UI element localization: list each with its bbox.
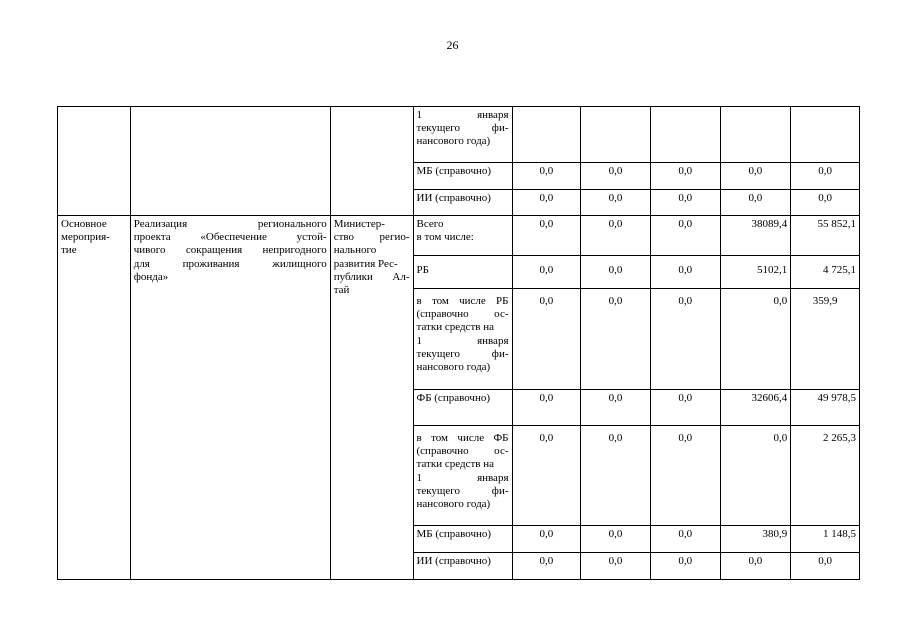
value-cell: 0,0 [650,426,720,526]
value-cell: 0,0 [720,426,791,526]
value-cell: 0,0 [512,426,581,526]
funding-source-cell: ИИ (справочно) [413,190,512,216]
value-cell: 0,0 [650,553,720,580]
value-cell: 4 725,1 [791,256,860,289]
value-cell: 0,0 [512,163,581,190]
value-cell: 0,0 [581,526,651,553]
value-cell: 0,0 [512,216,581,256]
funding-source-cell: МБ (справочно) [413,526,512,553]
page-number: 26 [446,38,459,52]
value-cell [512,107,581,163]
value-cell: 0,0 [581,256,651,289]
value-cell: 32606,4 [720,390,791,426]
value-cell: 0,0 [650,190,720,216]
value-cell: 0,0 [791,190,860,216]
value-cell: 0,0 [791,163,860,190]
value-cell: 359,9 [791,289,860,390]
name-cell-empty [130,107,330,216]
value-cell [581,107,651,163]
value-cell: 0,0 [512,390,581,426]
value-cell: 0,0 [581,553,651,580]
value-cell: 49 978,5 [791,390,860,426]
funding-source-cell: 1 января текущего фи- нансового года) [413,107,512,163]
value-cell: 0,0 [791,553,860,580]
value-cell: 0,0 [512,526,581,553]
funding-source-cell: в том числе РБ (справочно ос- татки средств на 1 января текущего фи- нансового года) [413,289,512,390]
executor-cell-empty [330,107,413,216]
value-cell: 0,0 [650,163,720,190]
value-cell: 0,0 [650,289,720,390]
category-cell: Основное мероприя- тие [58,216,131,580]
funding-source-cell: МБ (справочно) [413,163,512,190]
value-cell: 2 265,3 [791,426,860,526]
value-cell: 0,0 [512,256,581,289]
value-cell: 0,0 [581,426,651,526]
value-cell: 0,0 [512,190,581,216]
table-row [58,107,860,163]
executor-cell: Министер- ство регио- нального развития Рес- публики Ал- тай [330,216,413,580]
value-cell: 0,0 [720,163,791,190]
value-cell [650,107,720,163]
value-cell: 380,9 [720,526,791,553]
funding-source-cell: Всего в том числе: [413,216,512,256]
value-cell: 0,0 [581,289,651,390]
value-cell: 1 148,5 [791,526,860,553]
value-cell: 0,0 [581,216,651,256]
value-cell: 0,0 [581,163,651,190]
value-cell [791,107,860,163]
value-cell: 0,0 [650,256,720,289]
funding-source-cell: в том числе ФБ (справочно ос- татки средств на 1 января текущего фи- нансового года) [413,426,512,526]
value-cell: 0,0 [581,190,651,216]
value-cell: 0,0 [512,553,581,580]
value-cell: 0,0 [650,526,720,553]
value-cell: 0,0 [581,390,651,426]
value-cell: 0,0 [650,216,720,256]
category-cell-empty [58,107,131,216]
value-cell: 0,0 [720,553,791,580]
value-cell: 0,0 [720,190,791,216]
value-cell: 5102,1 [720,256,791,289]
budget-table [57,106,860,580]
funding-source-cell: ФБ (справочно) [413,390,512,426]
value-cell: 0,0 [720,289,791,390]
value-cell: 55 852,1 [791,216,860,256]
funding-source-cell: ИИ (справочно) [413,553,512,580]
funding-source-cell: РБ [413,256,512,289]
value-cell: 38089,4 [720,216,791,256]
value-cell: 0,0 [512,289,581,390]
measure-name-cell: Реализация регионального проекта «Обеспечение устой- чивого сокращения непригодного для проживания жилищного фонда» [130,216,330,580]
value-cell: 0,0 [650,390,720,426]
table-row [58,216,860,256]
value-cell [720,107,791,163]
